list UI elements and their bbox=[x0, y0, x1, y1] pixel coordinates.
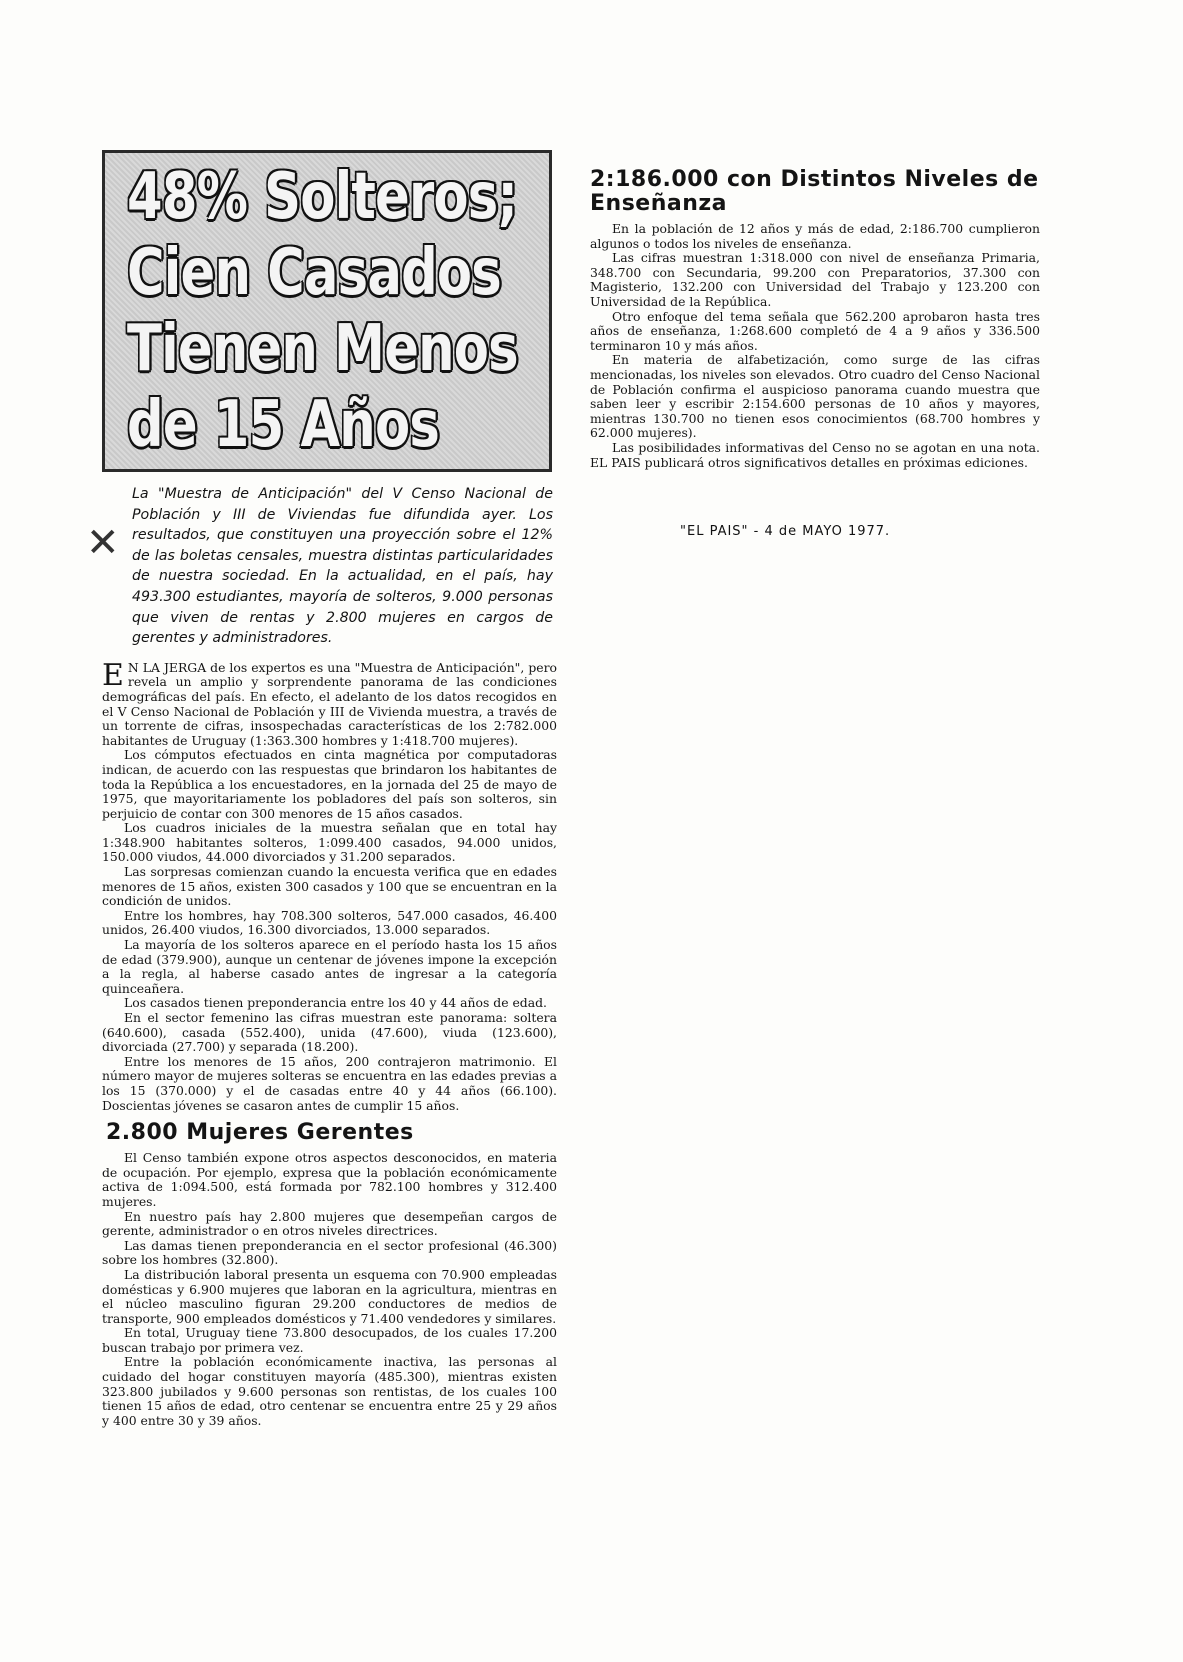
section-heading-ensenanza: 2:186.000 con Distintos Niveles de Enseñanza bbox=[590, 167, 1039, 216]
body-paragraph: En nuestro país hay 2.800 mujeres que desempeñan cargos de gerente, administrador o en otros niveles directrices. bbox=[102, 1208, 557, 1239]
section-body-mujeres-gerentes bbox=[102, 1151, 557, 1428]
body-paragraph: El Censo también expone otros aspectos desconocidos, en materia de ocupación. Por ejemplo, expresa que la población económicamente activa de 1:094.500, está formada por 782.100 hombres y 312.400 mujeres. bbox=[102, 1150, 557, 1209]
body-paragraph: Otro enfoque del tema señala que 562.200 aprobaron hasta tres años de enseñanza, 1:268.600 completó de 4 a 9 años y 336.500 terminaron 10 y más años. bbox=[590, 308, 1040, 353]
right-column bbox=[590, 168, 1040, 470]
body-paragraph: E N LA JERGA de los expertos es una "Muestra de Anticipación", pero revela un amplio y sorprendente panorama de las condiciones demográficas del país. En efecto, el adelanto de los datos recogidos en el V Censo Nacional de Población y III de Vivienda muestra, a través de un torrente de cifras, insospechadas características de los 2:782.000 habitantes de Uruguay (1:363.300 hombres y 1:418.700 mujeres). bbox=[102, 657, 557, 748]
body-paragraph: La mayoría de los solteros aparece en el período hasta los 15 años de edad (379.900), aunque un centenar de jóvenes impone la excepción a la regla, al haberse casado antes de ingresar a la categoría quinceañera. bbox=[102, 937, 557, 996]
headline-line: 48% Solteros; bbox=[127, 160, 518, 234]
body-paragraph: Los casados tienen preponderancia entre los 40 y 44 años de edad. bbox=[124, 995, 547, 1011]
headline-line: Tienen Menos bbox=[127, 312, 518, 386]
body-paragraph: En el sector femenino las cifras muestran este panorama: soltera (640.600), casada (552.400), unida (47.600), viuda (123.600), divorciada (27.700) y separada (18.200). bbox=[102, 1010, 557, 1055]
headline-box bbox=[102, 150, 552, 472]
body-paragraph: En la población de 12 años y más de edad, 2:186.700 cumplieron algunos o todos los niveles de enseñanza. bbox=[590, 221, 1040, 251]
section-body-ensenanza bbox=[590, 222, 1040, 470]
body-paragraph: Los cómputos efectuados en cinta magnética por computadoras indican, de acuerdo con las respuestas que brindaron los habitantes de toda la República a los encuestadores, en la jornada del 25 de mayo de 1975, que mayoritariamente los pobladores del país son solteros, sin perjuicio de contar con 300 menores de 15 años casados. bbox=[102, 747, 557, 821]
body-paragraph: Las damas tienen preponderancia en el sector profesional (46.300) sobre los hombres (32.800). bbox=[102, 1237, 557, 1268]
left-column bbox=[102, 150, 557, 1428]
headline-line: de 15 Años bbox=[127, 388, 439, 462]
body-paragraph: En total, Uruguay tiene 73.800 desocupados, de los cuales 17.200 buscan trabajo por primera vez. bbox=[102, 1325, 557, 1355]
section-heading-mujeres-gerentes: 2.800 Mujeres Gerentes bbox=[106, 1120, 414, 1146]
body-paragraph: Los cuadros iniciales de la muestra señalan que en total hay 1:348.900 habitantes solteros, 1:099.400 casados, 94.000 unidos, 150.000 viudos, 44.000 divorciados y 31.200 separados. bbox=[102, 820, 557, 865]
drop-cap: E bbox=[102, 657, 124, 693]
body-paragraph: Entre los menores de 15 años, 200 contrajeron matrimonio. El número mayor de mujeres solteras se encuentra en las edades previas a los 15 (370.000) y el de casadas entre 40 y 44 años (66.100). Doscientas jóvenes se casaron antes de cumplir 15 años. bbox=[102, 1053, 557, 1113]
body-paragraph: En materia de alfabetización, como surge de las cifras mencionadas, los niveles son elevados. Otro cuadro del Censo Nacional de Población confirma el auspicioso panorama cuando muestra que saben leer y escribir 2:154.600 personas de 10 años y mayores, mientras 130.700 no tienen esos conocimientos (68.700 hombres y 62.000 mujeres). bbox=[590, 352, 1040, 441]
lede-paragraph: La "Muestra de Anticipación" del V Censo Nacional de Población y III de Viviendas fue difundida ayer. Los resultados, que constituyen una proyección sobre el 12% de las boletas censales, muestra distintas particularidades de nuestra sociedad. En la actualidad, en el país, hay 493.300 estudiantes, mayoría de solteros, 9.000 personas que viven de rentas y 2.800 mujeres en cargos de gerentes y administradores. bbox=[132, 486, 553, 647]
body-paragraph: La distribución laboral presenta un esquema con 70.900 empleadas domésticas y 6.900 mujeres que laboran en la agricultura, mientras en el núcleo masculino figuran 29.200 conductores de medios de transporte, 900 empleados domésticos y 71.400 vendedores y similares. bbox=[102, 1266, 557, 1326]
body-paragraph: Entre los hombres, hay 708.300 solteros, 547.000 casados, 46.400 unidos, 26.400 viudos, 16.300 divorciados, 13.000 separados. bbox=[102, 907, 557, 938]
pen-x-mark-icon: ✕ bbox=[86, 520, 120, 566]
body-paragraph: Las posibilidades informativas del Censo no se agotan en una nota. EL PAIS publicará otros significativos detalles en próximas ediciones. bbox=[590, 439, 1040, 470]
article-body bbox=[102, 657, 557, 1113]
headline-line: Cien Casados bbox=[127, 236, 501, 310]
handwritten-source-note: "EL PAIS" - 4 de MAYO 1977. bbox=[680, 524, 891, 539]
body-paragraph: Las sorpresas comienzan cuando la encuesta verifica que en edades menores de 15 años, existen 300 casados y 100 que se encuentran en la condición de unidos. bbox=[102, 864, 557, 909]
body-paragraph: Entre la población económicamente inactiva, las personas al cuidado del hogar constituyen mayoría (485.300), mientras existen 323.800 jubilados y 9.600 personas son rentistas, de los cuales 100 tienen 15 años de edad, otro centenar se encuentra entre 25 y 29 años y 400 entre 30 y 39 años. bbox=[102, 1354, 557, 1428]
body-paragraph: Las cifras muestran 1:318.000 con nivel de enseñanza Primaria, 348.700 con Secundaria, 99.200 con Preparatorios, 37.300 con Magisterio, 132.200 con Universidad del Trabajo y 123.200 con Universidad de la República. bbox=[590, 250, 1040, 309]
